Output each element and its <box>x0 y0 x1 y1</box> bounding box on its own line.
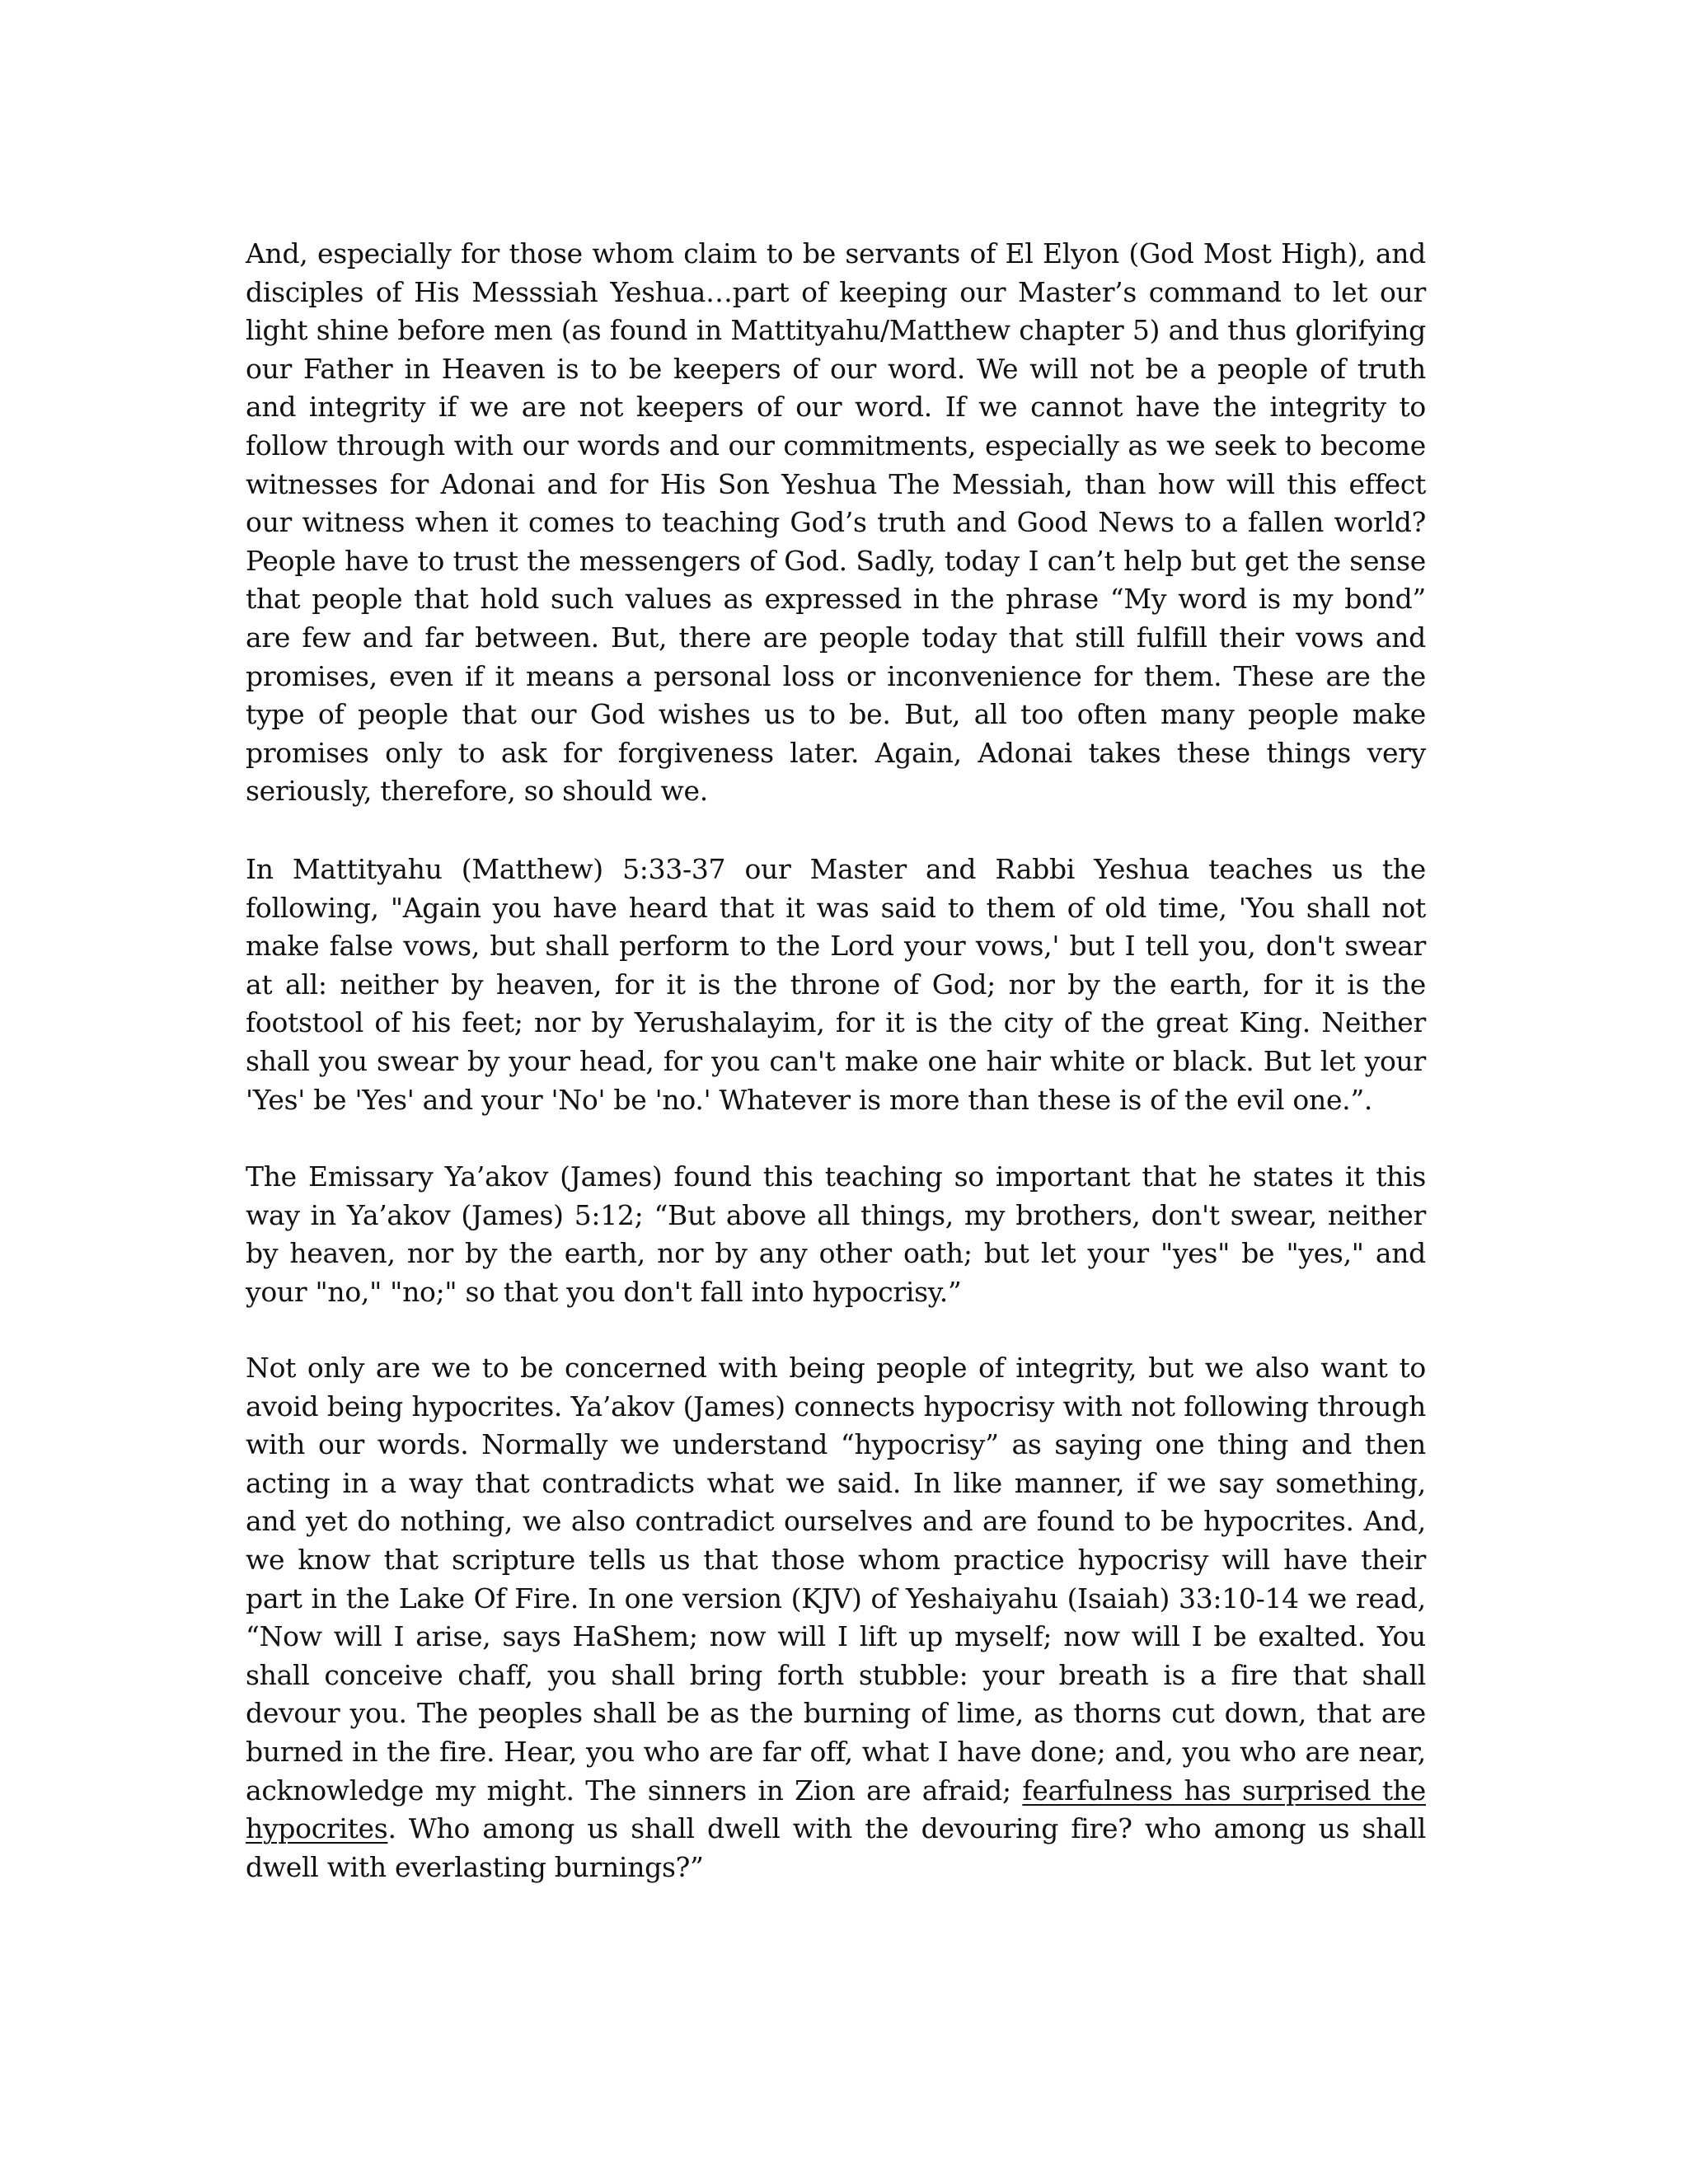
paragraph-3 <box>246 1158 1426 1311</box>
paragraph-3-text: The Emissary Ya’akov (James) found this teaching so important that he states it this way in Ya’akov (James) 5:12; “But above all things, my brothers, don't swear, neither by heaven, nor by the earth, nor by any other oath; but let your "yes" be "yes," and your "no," "no;" so that you don't fall into hypocrisy.” <box>246 1160 1426 1308</box>
paragraph-4-text-before: Not only are we to be concerned with being people of integrity, but we also want to avoid being hypocrites. Ya’akov (James) connects hypocrisy with not following through with our words. Normally we understand “hypocrisy” as saying one thing and then acting in a way that contradicts what we said. In like manner, if we say something, and yet do nothing, we also contradict ourselves and are found to be hypocrites. And, we know that scripture tells us that those whom practice hypocrisy will have their part in the Lake Of Fire. In one version (KJV) of Yeshaiyahu (Isaiah) 33:10-14 we read, “Now will I arise, says HaShem; now will I lift up myself; now will I be exalted. You shall conceive chaff, you shall bring forth stubble: your breath is a fire that shall devour you. The peoples shall be as the burning of lime, as thorns cut down, that are burned in the fire. Hear, you who are far off, what I have done; and, you who are near, acknowledge my might. The sinners in Zion are afraid; <box>246 1352 1426 1807</box>
paragraph-4-underlined-phrase: fearfulness has surprised the hypocrites <box>246 1774 1426 1845</box>
paragraph-1-text: And, especially for those whom claim to be servants of El Elyon (God Most High), and disciples of His Messsiah Yeshua…part of keeping our Master’s command to let our light shine before men (as found in Mattityahu/Matthew chapter 5) and thus glorifying our Father in Heaven is to be keepers of our word. We will not be a people of truth and integrity if we are not keepers of our word. If we cannot have the integrity to follow through with our words and our commitments, especially as we seek to become witnesses for Adonai and for His Son Yeshua The Messiah, than how will this effect our witness when it comes to teaching God’s truth and Good News to a fallen world? People have to trust the messengers of God. Sadly, today I can’t help but get the sense that people that hold such values as expressed in the phrase “My word is my bond” are few and far between. But, there are people today that still fulfill their vows and promises, even if it means a personal loss or inconvenience for them. These are the type of people that our God wishes us to be. But, all too often many people make promises only to ask for forgiveness later. Again, Adonai takes these things very seriously, therefore, so should we. <box>246 237 1426 808</box>
paragraph-4-text <box>246 1349 1426 1886</box>
paragraph-4 <box>246 1349 1426 1886</box>
paragraph-2 <box>246 851 1426 1119</box>
paragraph-2-text: In Mattityahu (Matthew) 5:33-37 our Master and Rabbi Yeshua teaches us the following, "Again you have heard that it was said to them of old time, 'You shall not make false vows, but shall perform to the Lord your vows,' but I tell you, don't swear at all: neither by heaven, for it is the throne of God; nor by the earth, for it is the footstool of his feet; nor by Yerushalayim, for it is the city of the great King. Neither shall you swear by your head, for you can't make one hair white or black. But let your 'Yes' be 'Yes' and your 'No' be 'no.' Whatever is more than these is of the evil one.”. <box>246 853 1426 1116</box>
paragraph-4-text-after: . Who among us shall dwell with the devouring fire? who among us shall dwell with everlasting burnings?” <box>246 1812 1426 1883</box>
paragraph-1 <box>246 235 1426 811</box>
